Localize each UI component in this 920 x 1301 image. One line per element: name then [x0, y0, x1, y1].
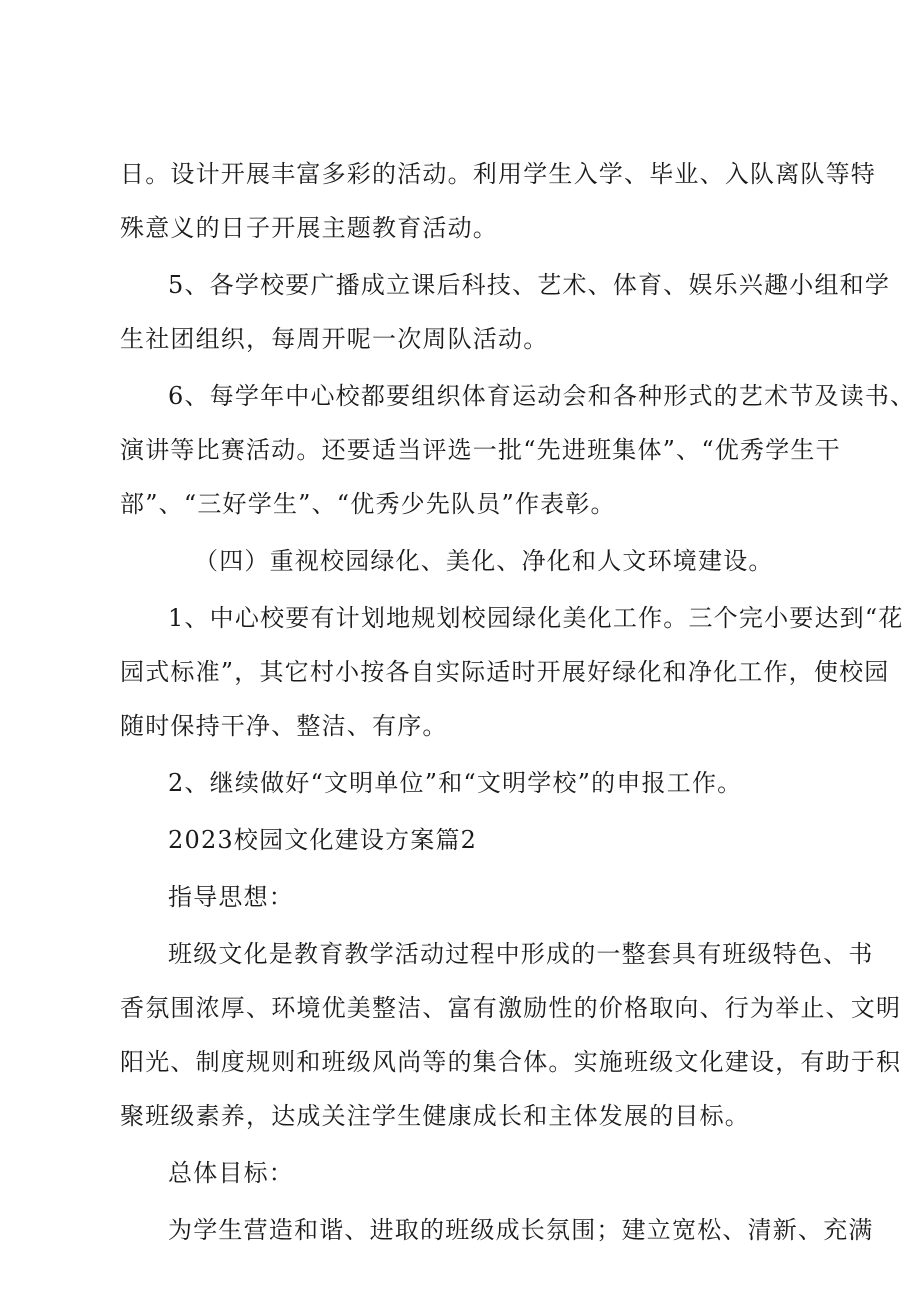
section-heading: （四）重视校园绿化、美化、净化和人文环境建设。 — [194, 547, 774, 575]
paragraph-line: 聚班级素养，达成关注学生健康成长和主体发展的目标。 — [120, 1102, 750, 1130]
paragraph-line: 为学生营造和谐、进取的班级成长氛围；建立宽松、清新、充满 — [168, 1216, 874, 1244]
paragraph-line: 5、各学校要广播成立课后科技、艺术、体育、娱乐兴趣小组和学 — [168, 271, 891, 299]
subheading: 总体目标： — [168, 1159, 294, 1187]
paragraph-line: 阳光、制度规则和班级风尚等的集合体。实施班级文化建设，有助于积 — [120, 1048, 902, 1076]
subheading: 指导思想： — [168, 883, 294, 911]
paragraph-line: 生社团组织，每周开呢一次周队活动。 — [120, 325, 549, 353]
paragraph-line: 6、每学年中心校都要组织体育运动会和各种形式的艺术节及读书、 — [168, 382, 916, 410]
paragraph-line: 部”、“三好学生”、“优秀少先队员”作表彰。 — [120, 490, 616, 518]
paragraph-line: 殊意义的日子开展主题教育活动。 — [120, 214, 498, 242]
paragraph-line: 1、中心校要有计划地规划校园绿化美化工作。三个完小要达到“花 — [168, 604, 904, 632]
document-body — [120, 160, 916, 1244]
paragraph-line: 演讲等比赛活动。还要适当评选一批“先进班集体”、“优秀学生干 — [120, 436, 841, 464]
paragraph-line: 班级文化是教育教学活动过程中形成的一整套具有班级特色、书 — [168, 940, 874, 968]
paragraph-line: 2、继续做好“文明单位”和“文明学校”的申报工作。 — [168, 769, 743, 797]
article-title: 2023校园文化建设方案篇2 — [168, 826, 478, 854]
paragraph-line: 香氛围浓厚、环境优美整洁、富有激励性的价格取向、行为举止、文明 — [120, 994, 902, 1022]
paragraph-line: 日。设计开展丰富多彩的活动。利用学生入学、毕业、入队离队等特 — [120, 160, 876, 188]
paragraph-line: 随时保持干净、整洁、有序。 — [120, 712, 448, 740]
paragraph-line: 园式标准”，其它村小按各自实际适时开展好绿化和净化工作，使校园 — [120, 658, 890, 686]
